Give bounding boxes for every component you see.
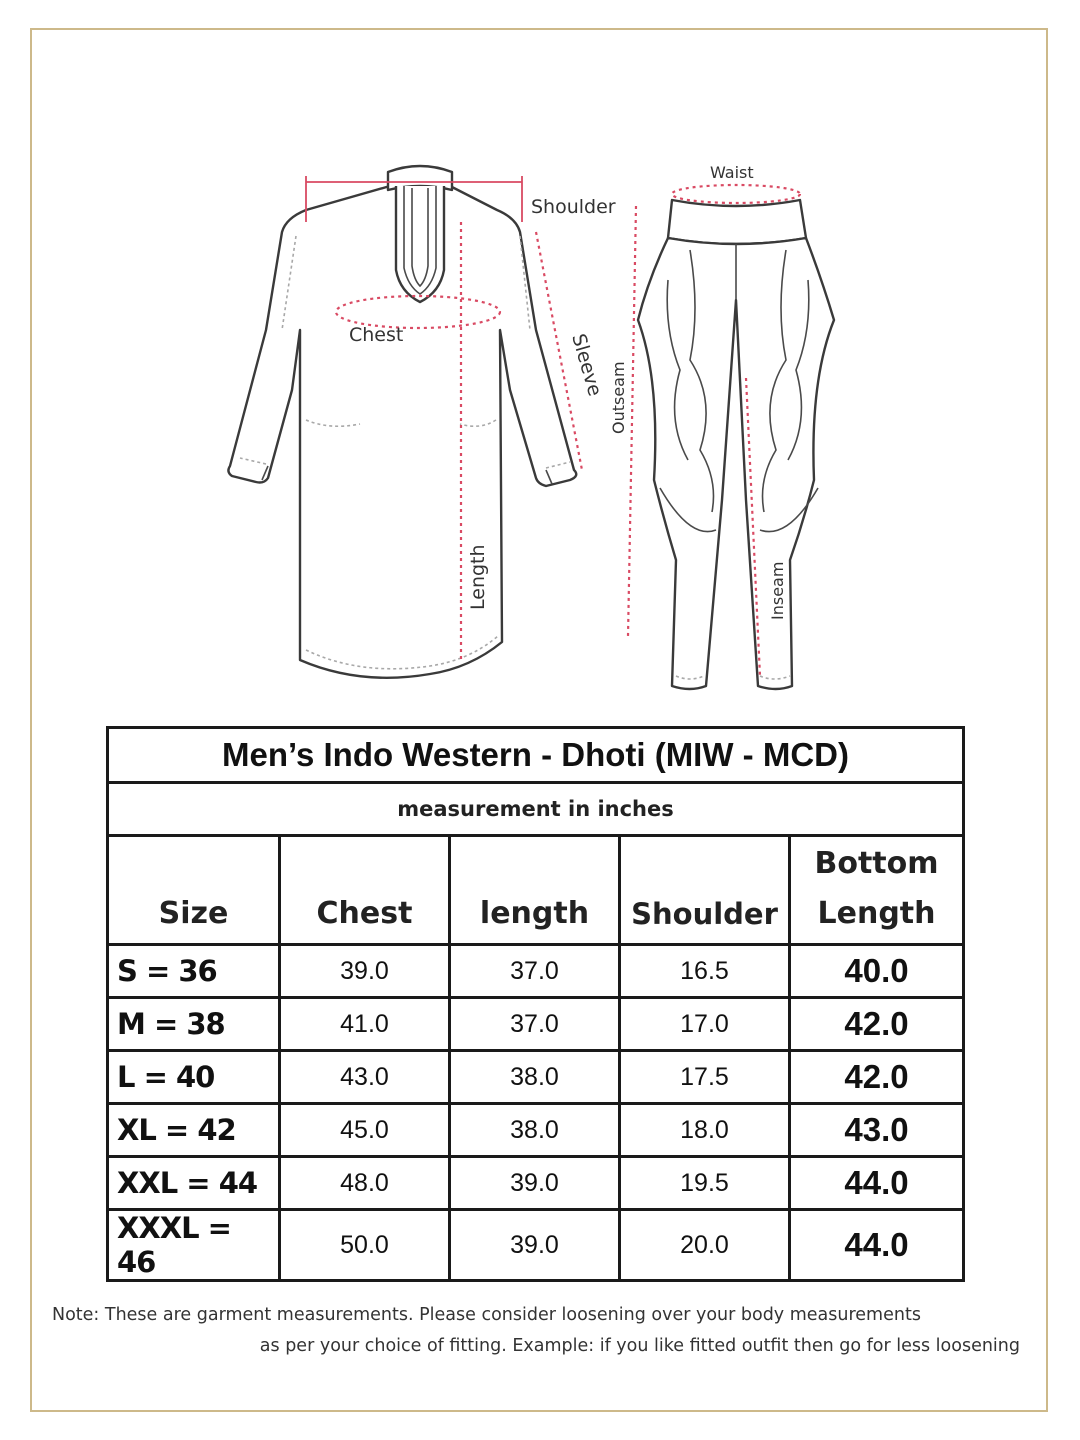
chest-value: 39.0 <box>280 945 450 998</box>
outseam-label: Outseam <box>609 361 628 434</box>
sleeve-label: Sleeve <box>567 331 606 399</box>
header-bottom-length: Bottom Length <box>790 836 964 945</box>
size-value: XXXL = 46 <box>108 1210 280 1281</box>
length-value: 38.0 <box>450 1104 620 1157</box>
table-row <box>108 945 964 998</box>
table-row <box>108 1051 964 1104</box>
header-length: length <box>450 836 620 945</box>
bottom-length-value: 42.0 <box>790 1051 964 1104</box>
note-line-2: as per your choice of fitting. Example: if you like fitted outfit then go for less loosening <box>259 1336 1020 1356</box>
kurta-illustration <box>228 166 576 678</box>
shoulder-value: 19.5 <box>620 1157 790 1210</box>
chest-value: 43.0 <box>280 1051 450 1104</box>
size-value: XXL = 44 <box>108 1157 280 1210</box>
table-unit-row <box>108 783 964 836</box>
bottom-length-value: 43.0 <box>790 1104 964 1157</box>
shoulder-label: Shoulder <box>531 196 616 218</box>
table-title: Men’s Indo Western - Dhoti (MIW - MCD) <box>108 728 964 783</box>
length-value: 39.0 <box>450 1210 620 1281</box>
chest-value: 41.0 <box>280 998 450 1051</box>
size-value: L = 40 <box>108 1051 280 1104</box>
length-value: 38.0 <box>450 1051 620 1104</box>
shoulder-value: 17.5 <box>620 1051 790 1104</box>
bottom-length-value: 42.0 <box>790 998 964 1051</box>
size-value: XL = 42 <box>108 1104 280 1157</box>
table-header-row <box>108 836 964 945</box>
unit-note: measurement in inches <box>108 783 964 836</box>
length-value: 37.0 <box>450 945 620 998</box>
size-chart-table <box>106 726 965 1282</box>
length-label: Length <box>467 544 489 610</box>
dhoti-illustration <box>638 200 834 689</box>
chest-value: 48.0 <box>280 1157 450 1210</box>
bottom-length-value: 40.0 <box>790 945 964 998</box>
chest-label: Chest <box>349 324 404 346</box>
size-value: S = 36 <box>108 945 280 998</box>
length-value: 39.0 <box>450 1157 620 1210</box>
header-shoulder: Shoulder <box>620 836 790 945</box>
waist-label: Waist <box>710 163 754 182</box>
chest-value: 50.0 <box>280 1210 450 1281</box>
shoulder-value: 18.0 <box>620 1104 790 1157</box>
shoulder-value: 20.0 <box>620 1210 790 1281</box>
note-line-1: Note: These are garment measurements. Please consider loosening over your body measurements <box>52 1305 921 1325</box>
chest-value: 45.0 <box>280 1104 450 1157</box>
table-row <box>108 998 964 1051</box>
bottom-length-value: 44.0 <box>790 1157 964 1210</box>
fitting-note <box>52 1300 1020 1362</box>
table-row <box>108 1157 964 1210</box>
header-chest: Chest <box>280 836 450 945</box>
size-value: M = 38 <box>108 998 280 1051</box>
shoulder-value: 16.5 <box>620 945 790 998</box>
length-value: 37.0 <box>450 998 620 1051</box>
bottom-length-value: 44.0 <box>790 1210 964 1281</box>
table-row <box>108 1104 964 1157</box>
table-row <box>108 1210 964 1281</box>
table-title-row <box>108 728 964 783</box>
shoulder-value: 17.0 <box>620 998 790 1051</box>
header-size: Size <box>108 836 280 945</box>
inseam-label: Inseam <box>768 561 787 620</box>
